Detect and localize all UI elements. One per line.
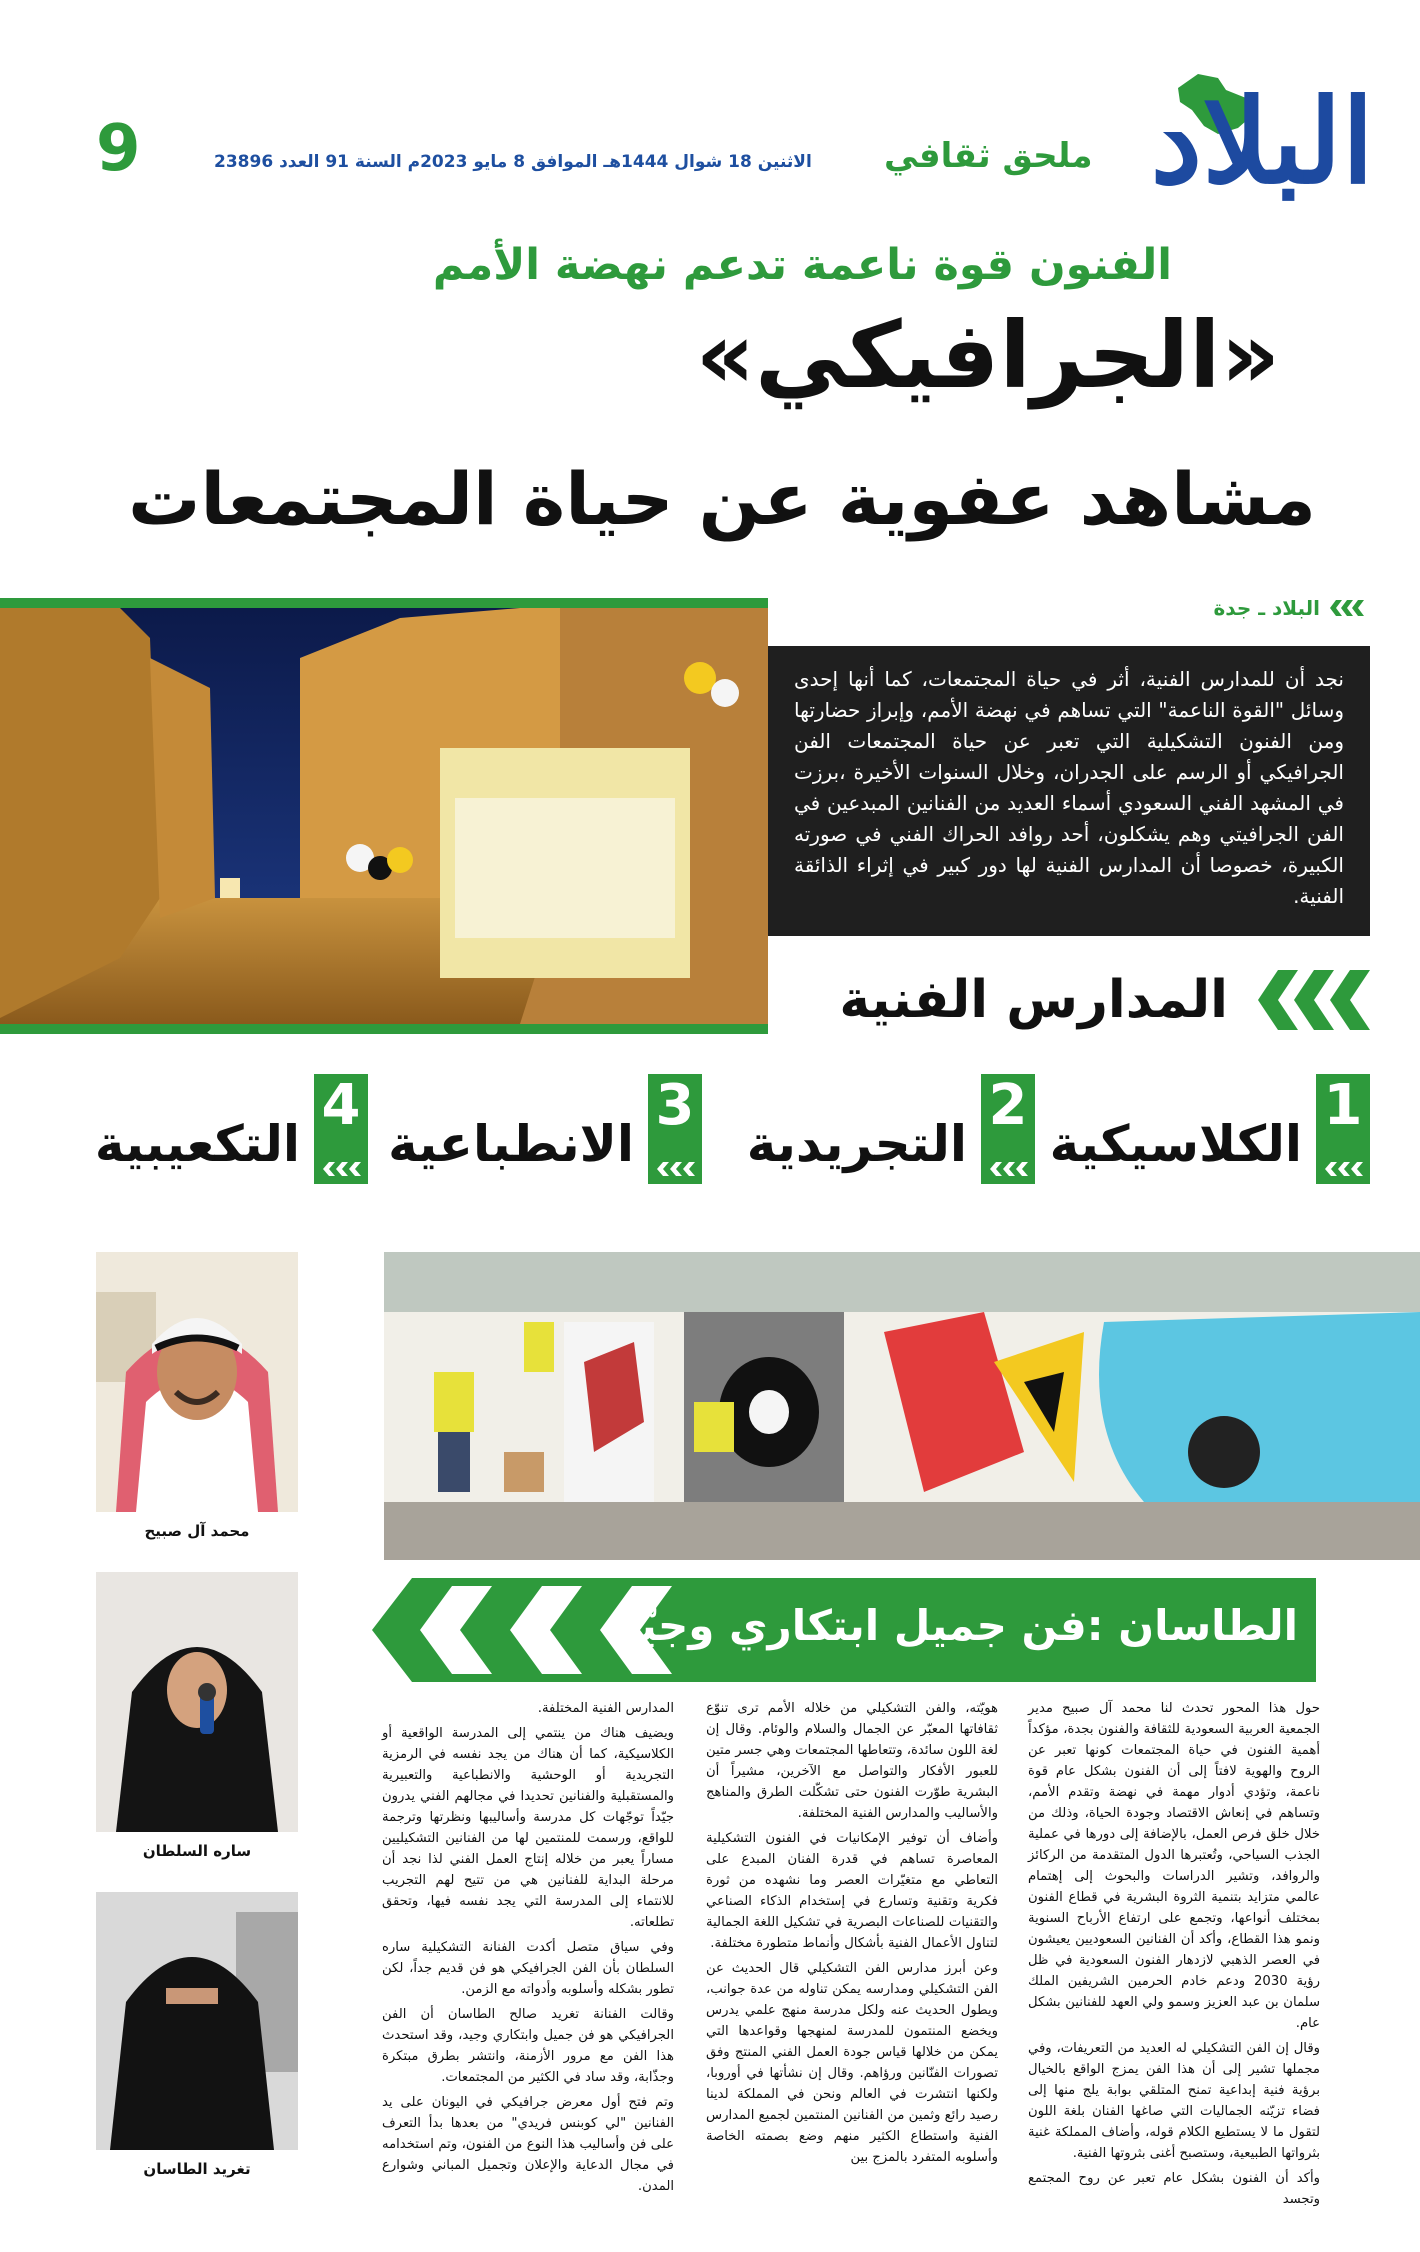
issue-date-line: الاثنين 18 شوال 1444هـ الموافق 8 مايو 2023م السنة 91 العدد 23896: [214, 152, 812, 172]
chevrons-icon: [988, 1162, 1028, 1176]
art-schools-header: [839, 970, 1370, 1030]
school-number: 3: [655, 1073, 695, 1138]
article-paragraph: وعن أبرز مدارس الفن التشكيلي قال الحديث عن الفن التشكيلي ومدارسه يمكن تناوله من عدة جوانب، ويطول الحديث عنه ولكل مدرسة منهج علمي يدرس ويخضع المنتمون للمدرسة لمنهجها وقواعدها التي يمكن من خلالها قياس جودة العمل الفني المنتج وفق تصورات الفنّانين ورؤاهم. وقال إن نشأتها في أوروبا، ولكنها انتشرت في العالم ونحن في المملكة لدينا رصيد رائع وثمين من الفنانين المنتمين لجميع المدارس الفنية واستطاع الكثير منهم وضع بصمته الخاصة وأسلوبه المتفرد بالمزج بين: [706, 1961, 998, 2165]
article-paragraph: وقالت الفنانة تغريد صالح الطاسان أن الفن الجرافيكي هو فن جميل وابتكاري وجيد، وقد استحدث هذا الفن مع مرور الأزمنة، وانتشر بطرق مبتكرة وجذّابة، وقد ساد في الكثير من المجتمعات.: [382, 2007, 674, 2085]
article-paragraph: وأضاف أن توفير الإمكانيات في الفنون التشكيلية المعاصرة تساهم في قدرة الفنان المبدع على التعاطي مع متغيّرات العصر وما نشهده من ثورة فكرية وتقنية وتسارع في إستخدام الذكاء الصناعي والتقنيات للصناعات البصرية في تشكيل اللغة الجمالية لتناول الأعمال الفنية بأشكال وأنماط متطورة مختلفة.: [706, 1831, 998, 1951]
portrait-sarah: [96, 1572, 298, 1860]
article-column-3: [382, 1698, 674, 2201]
section-title: الطاسان :فن جميل ابتكاري وجيّد: [616, 1601, 1298, 1650]
page-number: 9: [96, 112, 141, 186]
article-paragraph: وقال إن الفن التشكيلي له العديد من التعريفات، وفي مجملها تشير إلى أن هذا الفن يمزج الواقع بالخيال برؤية فنية إبداعية تمنح المتلقي بوابة يلج منها إلى فضاء تزيّنه الجماليات التي صاغها الفنان بلغة اللون لتقول ما لا يستطيع الكلام قوله، وأضاف المملكة غنية بثرواتها الطبيعية، وستصبح أغنى بثروتها الفنية.: [1028, 2041, 1320, 2161]
school-item-cubism: [95, 1074, 368, 1184]
school-number: 1: [1323, 1073, 1363, 1138]
portrait-taghreed: [96, 1892, 298, 2178]
intro-paragraph: نجد أن للمدارس الفنية، أثر في حياة المجتمعات، كما أنها إحدى وسائل "القوة الناعمة" التي تساهم في نهضة الأمم، وإبراز حضارتها ومن الفنون التشكيلية التي تعبر عن حياة المجتمعات الفن الجرافيكي أو الرسم على الجدران، وخلال السنوات الأخيرة ،برزت في المشهد الفني السعودي أسماء العديد من الفنانين المبدعين في الفن الجرافيتي وهم يشكلون، أحد روافد الحراك الفني في صورته الكبيرة، خصوصا أن المدارس الفنية لها دور كبير في إثراء الذائقة الفنية.: [768, 646, 1370, 936]
school-number-badge: [981, 1074, 1035, 1184]
article-paragraph: وتم فتح أول معرض جرافيكي في اليونان على يد الفنانين "لي كوبنس فريدي" من بعدها بدأ التعرف على فن وأساليب هذا النوع من الفنون، وتم استخدامه في مجال الدعاية والإعلان وتجميل المباني وشوارع المدن.: [382, 2095, 674, 2194]
woman-portrait-photo: [96, 1572, 298, 1832]
school-number-badge: [314, 1074, 368, 1184]
school-number: 4: [321, 1073, 361, 1138]
article-paragraph: ويضيف هناك من ينتمي إلى المدرسة الواقعية أو الكلاسيكية، كما أن هناك من يجد نفسه في الرمزية التجريدية أو الوحشية والانطباعية والتعبيرية والمستقبلية والفنانين تحديدا في مجالهم الفني يدرون جيّداً توجّهات كل مدرسة وأساليبها ونظرتها وترجمة للواقع، ورسمت للمنتمين لها من الفنانين التشكيليين مساراً يعبر من خلاله إنتاج العمل الفني لذا نجد أن مرحلة البداية للفنانين هي من تتيح لهم التجريب للانتماء إلى المدرسة التي يجد نفسه فيها، وتحقق تطلعاته.: [382, 1726, 674, 1930]
historic-street-photo: [0, 598, 768, 1034]
chevrons-icon: [1250, 970, 1370, 1030]
man-portrait-photo: [96, 1252, 298, 1512]
main-headline: «الجرافيكي»: [695, 302, 1280, 409]
school-label: التجريدية: [746, 1115, 967, 1173]
supplement-label: ملحق ثقافي: [884, 136, 1093, 176]
byline-text: البلاد ـ جدة: [1213, 596, 1320, 620]
article-paragraph: وفي سياق متصل أكدت الفنانة التشكيلية ساره السلطان بأن الفن الجرافيكي هو فن قديم جداً، لكن تطور بشكله وأسلوبه وأدواته مع الزمن.: [382, 1940, 674, 1997]
chevrons-icon: [1330, 600, 1364, 616]
chevrons-icon: [655, 1162, 695, 1176]
art-schools-title: المدارس الفنية: [839, 970, 1228, 1030]
chevrons-icon: [1323, 1162, 1363, 1176]
school-number-badge: [648, 1074, 702, 1184]
sub-headline: مشاهد عفوية عن حياة المجتمعات: [128, 457, 1316, 541]
article-column-1: [1028, 1698, 1320, 2214]
school-label: التكعيبية: [94, 1115, 300, 1173]
woman-portrait-photo: [96, 1892, 298, 2150]
article-paragraph: حول هذا المحور تحدث لنا محمد آل صبيح مدير الجمعية العربية السعودية للثقافة والفنون بجدة، مؤكداً أهمية الفنون في حياة المجتمعات كونها تعبر عن الروح والهوية لافتاً إلى أن الفنون بشكل عام قوة ناعمة، وتؤدي أدوار مهمة في نهضة وتقدم الأمم، وتساهم في إنعاش الاقتصاد وجودة الحياة، وذلك من خلال خلق فرص العمل، بالإضافة إلى دورها في عملية الجذب السياحي، وتُعتبرها الدول المتقدمة من الركائز والروافد، وتشير الدراسات والبحوث إلى إهتمام عالمي متزايد بتنمية الثروة البشرية في قطاع الفنون بمختلف أنواعها، وتجمع على ارتفاع الأرباح السنوية ونمو هذا القطاع، وأكد أن الفنانين السعوديين يعيشون في العصر الذهبي لازدهار الفنون السعودية في ظل رؤية 2030 ودعم خادم الحرمين الشريفين الملك سلمان بن عبد العزيز وسمو ولي العهد للفنانين بشكل عام.: [1028, 1701, 1320, 2031]
portrait-name: تغريد الطاسان: [143, 2160, 251, 2178]
chevrons-icon: [321, 1162, 361, 1176]
portrait-name: ساره السلطان: [142, 1842, 252, 1860]
school-item-abstract: [747, 1074, 1035, 1184]
portrait-name: محمد آل صبيح: [144, 1522, 250, 1540]
portrait-mohammed: [96, 1252, 298, 1540]
school-item-impressionism: [388, 1074, 702, 1184]
article-paragraph: وأكد أن الفنون بشكل عام تعبر عن روح المجتمع وتجسد: [1028, 2171, 1320, 2207]
byline: [1213, 596, 1364, 620]
logo-wordmark: البلاد: [1150, 74, 1374, 210]
article-paragraph: المدارس الفنية المختلفة.: [537, 1701, 674, 1716]
school-label: الكلاسيكية: [1049, 1115, 1302, 1173]
school-number-badge: [1316, 1074, 1370, 1184]
school-item-classical: [1050, 1074, 1370, 1184]
mural-painting-photo: [384, 1252, 1420, 1560]
newspaper-logo: [1128, 70, 1374, 230]
article-paragraph: هويّته، والفن التشكيلي من خلاله الأمم ترى تنوّع ثقافاتها المعبّر عن الجمال والسلام والوئام. وقال إن لغة اللون سائدة، وتتعاطها المجتمعات وهي جسر متين للعبور الأفكار والتواصل مع الآخرين، مشيراً أن البشرية طوّرت الفنون حتى تشكّلت الطرق والمناهج والأساليب والمدارس الفنية المختلفة.: [706, 1701, 998, 1821]
school-label: الانطباعية: [388, 1115, 634, 1173]
kicker-headline: الفنون قوة ناعمة تدعم نهضة الأمم: [432, 240, 1172, 290]
school-number: 2: [988, 1073, 1028, 1138]
article-column-2: [706, 1698, 998, 2172]
